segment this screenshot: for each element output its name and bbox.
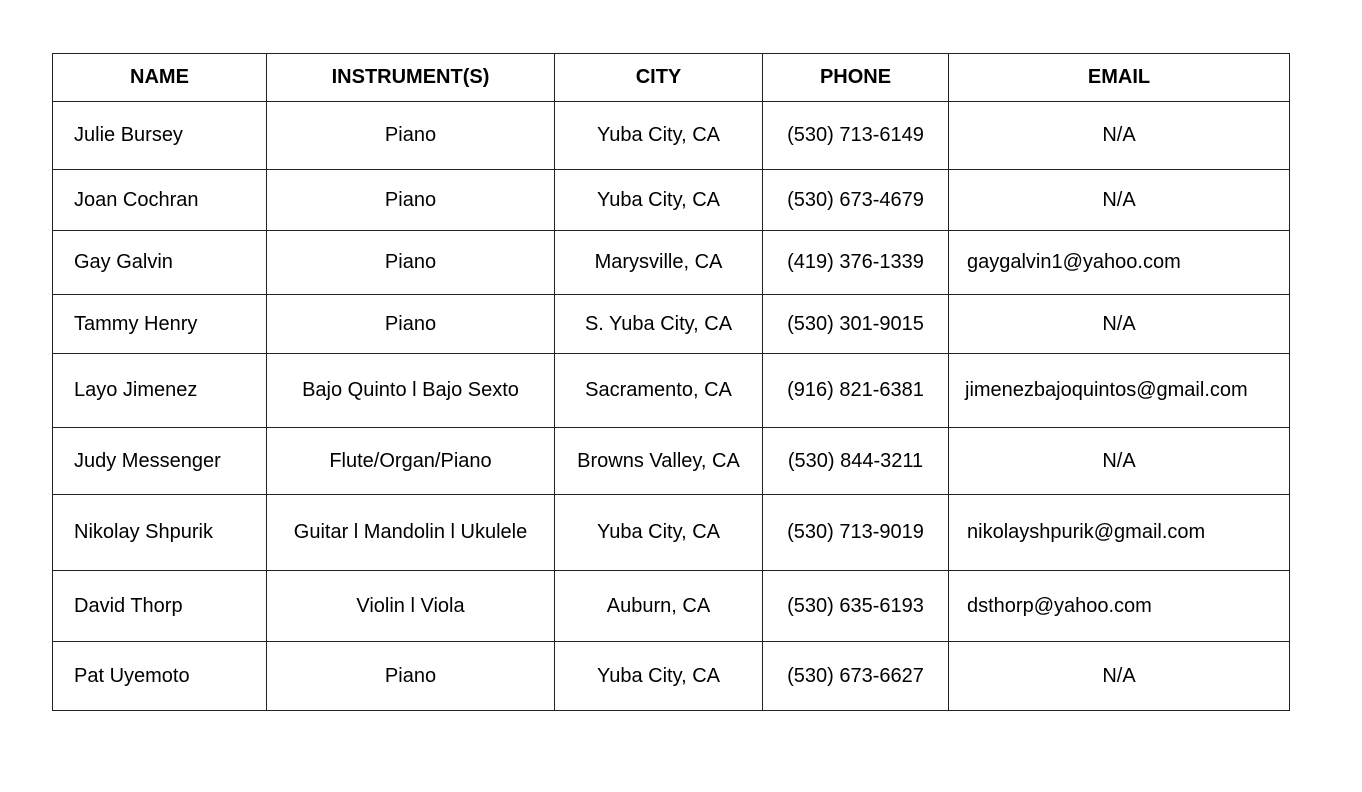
cell-name: David Thorp	[53, 571, 267, 642]
cell-phone: (530) 635-6193	[763, 571, 949, 642]
cell-city: S. Yuba City, CA	[555, 295, 763, 354]
cell-email: N/A	[949, 295, 1290, 354]
cell-phone: (530) 844-3211	[763, 428, 949, 495]
header-email: EMAIL	[949, 54, 1290, 102]
cell-email: N/A	[949, 642, 1290, 711]
cell-city: Marysville, CA	[555, 231, 763, 295]
cell-name: Joan Cochran	[53, 170, 267, 231]
header-name: NAME	[53, 54, 267, 102]
table-body	[53, 102, 1290, 711]
cell-instruments: Piano	[267, 295, 555, 354]
header-instruments: INSTRUMENT(S)	[267, 54, 555, 102]
header-row	[53, 54, 1290, 102]
cell-name: Layo Jimenez	[53, 354, 267, 428]
cell-name: Pat Uyemoto	[53, 642, 267, 711]
cell-email: N/A	[949, 170, 1290, 231]
table-row	[53, 495, 1290, 571]
cell-phone: (419) 376-1339	[763, 231, 949, 295]
table-row	[53, 642, 1290, 711]
table-row	[53, 295, 1290, 354]
header-city: CITY	[555, 54, 763, 102]
cell-phone: (530) 673-4679	[763, 170, 949, 231]
cell-phone: (530) 673-6627	[763, 642, 949, 711]
cell-email: N/A	[949, 428, 1290, 495]
table-row	[53, 231, 1290, 295]
cell-city: Yuba City, CA	[555, 495, 763, 571]
table-row	[53, 170, 1290, 231]
cell-phone: (530) 301-9015	[763, 295, 949, 354]
cell-instruments: Violin l Viola	[267, 571, 555, 642]
cell-phone: (916) 821-6381	[763, 354, 949, 428]
cell-instruments: Piano	[267, 231, 555, 295]
table-row	[53, 571, 1290, 642]
table-row	[53, 428, 1290, 495]
cell-name: Julie Bursey	[53, 102, 267, 170]
cell-email: jimenezbajoquintos@gmail.com	[949, 354, 1290, 428]
cell-city: Yuba City, CA	[555, 642, 763, 711]
cell-instruments: Guitar l Mandolin l Ukulele	[267, 495, 555, 571]
cell-instruments: Flute/Organ/Piano	[267, 428, 555, 495]
cell-instruments: Piano	[267, 170, 555, 231]
cell-name: Gay Galvin	[53, 231, 267, 295]
cell-city: Browns Valley, CA	[555, 428, 763, 495]
cell-city: Sacramento, CA	[555, 354, 763, 428]
cell-city: Yuba City, CA	[555, 102, 763, 170]
table-header	[53, 54, 1290, 102]
header-phone: PHONE	[763, 54, 949, 102]
cell-email: gaygalvin1@yahoo.com	[949, 231, 1290, 295]
teacher-directory-table	[52, 53, 1290, 711]
cell-name: Judy Messenger	[53, 428, 267, 495]
table-row	[53, 354, 1290, 428]
cell-city: Yuba City, CA	[555, 170, 763, 231]
cell-phone: (530) 713-6149	[763, 102, 949, 170]
cell-instruments: Bajo Quinto l Bajo Sexto	[267, 354, 555, 428]
cell-instruments: Piano	[267, 642, 555, 711]
cell-name: Tammy Henry	[53, 295, 267, 354]
cell-phone: (530) 713-9019	[763, 495, 949, 571]
cell-instruments: Piano	[267, 102, 555, 170]
cell-email: nikolayshpurik@gmail.com	[949, 495, 1290, 571]
cell-name: Nikolay Shpurik	[53, 495, 267, 571]
cell-email: dsthorp@yahoo.com	[949, 571, 1290, 642]
cell-email: N/A	[949, 102, 1290, 170]
cell-city: Auburn, CA	[555, 571, 763, 642]
table-row	[53, 102, 1290, 170]
